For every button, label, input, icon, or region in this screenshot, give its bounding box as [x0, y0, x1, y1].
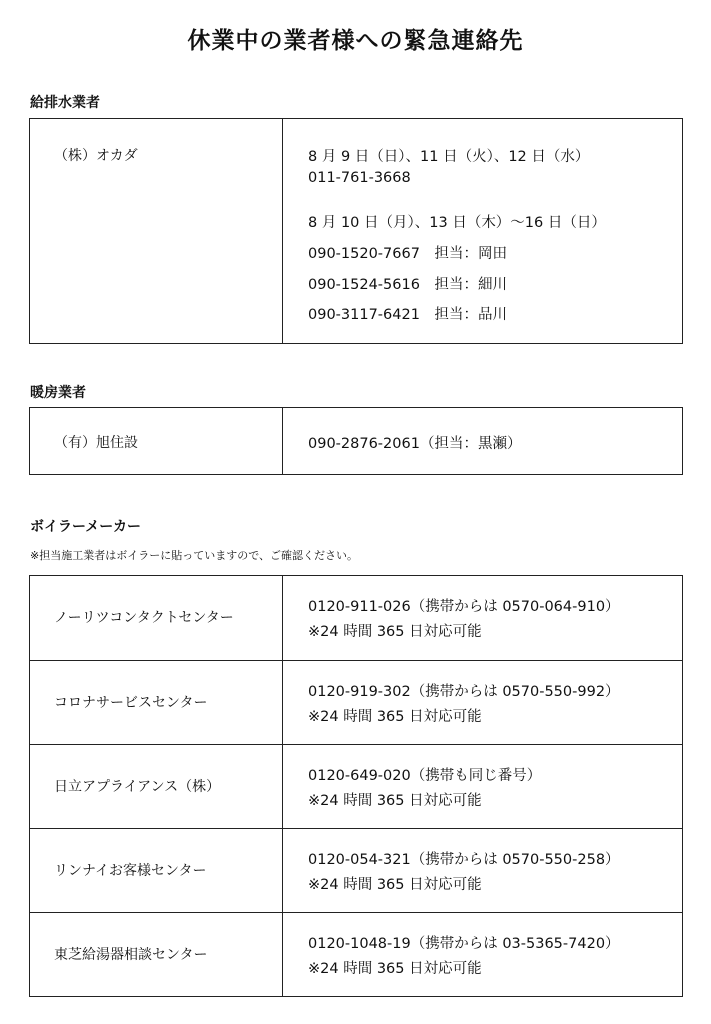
maker-name: 東芝給湯器相談センター [54, 947, 208, 963]
plumbing-phone-hosokawa: 090-1524-5616 担当：細川 [308, 277, 507, 293]
maker-phone: 0120-054-321（携帯からは 0570-550-258） [308, 852, 620, 868]
maker-hours: ※24 時間 365 日対応可能 [308, 709, 482, 725]
heating-table [29, 407, 683, 475]
maker-name: リンナイお客様センター [54, 863, 207, 879]
plumbing-phone-shinagawa: 090-3117-6421 担当：品川 [308, 307, 507, 323]
maker-phone: 0120-911-026（携帯からは 0570-064-910） [308, 599, 620, 615]
heating-company: （有）旭住設 [54, 435, 138, 451]
table-row [30, 660, 682, 744]
column-divider [282, 119, 283, 343]
plumbing-table [29, 118, 683, 344]
maker-name: コロナサービスセンター [54, 695, 208, 711]
maker-phone: 0120-919-302（携帯からは 0570-550-992） [308, 684, 620, 700]
plumbing-heading: 給排水業者 [30, 95, 100, 111]
column-divider [282, 408, 283, 474]
table-row [30, 576, 682, 660]
boiler-heading: ボイラーメーカー [30, 519, 142, 535]
table-row [30, 828, 682, 912]
maker-hours: ※24 時間 365 日対応可能 [308, 877, 482, 893]
table-row [30, 744, 682, 828]
plumbing-schedule-1: 8 月 9 日（日）、11 日（火）、12 日（水） [308, 149, 590, 165]
maker-phone: 0120-1048-19（携帯からは 03-5365-7420） [308, 936, 620, 952]
boiler-table [29, 575, 683, 997]
plumbing-phone-1: 011-761-3668 [308, 170, 411, 186]
page-title: 休業中の業者様への緊急連絡先 [187, 28, 524, 54]
heating-heading: 暖房業者 [30, 385, 86, 401]
plumbing-phone-okada: 090-1520-7667 担当：岡田 [308, 246, 507, 262]
plumbing-company: （株）オカダ [54, 148, 138, 164]
maker-hours: ※24 時間 365 日対応可能 [308, 961, 482, 977]
heating-contact: 090-2876-2061（担当：黒瀬） [308, 436, 522, 452]
maker-phone: 0120-649-020（携帯も同じ番号） [308, 768, 542, 784]
maker-name: 日立アプライアンス（株） [54, 779, 221, 795]
plumbing-schedule-2: 8 月 10 日（月）、13 日（木）～16 日（日） [308, 215, 606, 231]
maker-name: ノーリツコンタクトセンター [54, 610, 234, 626]
table-row [30, 912, 682, 998]
maker-hours: ※24 時間 365 日対応可能 [308, 793, 482, 809]
maker-hours: ※24 時間 365 日対応可能 [308, 624, 482, 640]
boiler-note: ※担当施工業者はボイラーに貼っていますので、ご確認ください。 [30, 549, 358, 562]
